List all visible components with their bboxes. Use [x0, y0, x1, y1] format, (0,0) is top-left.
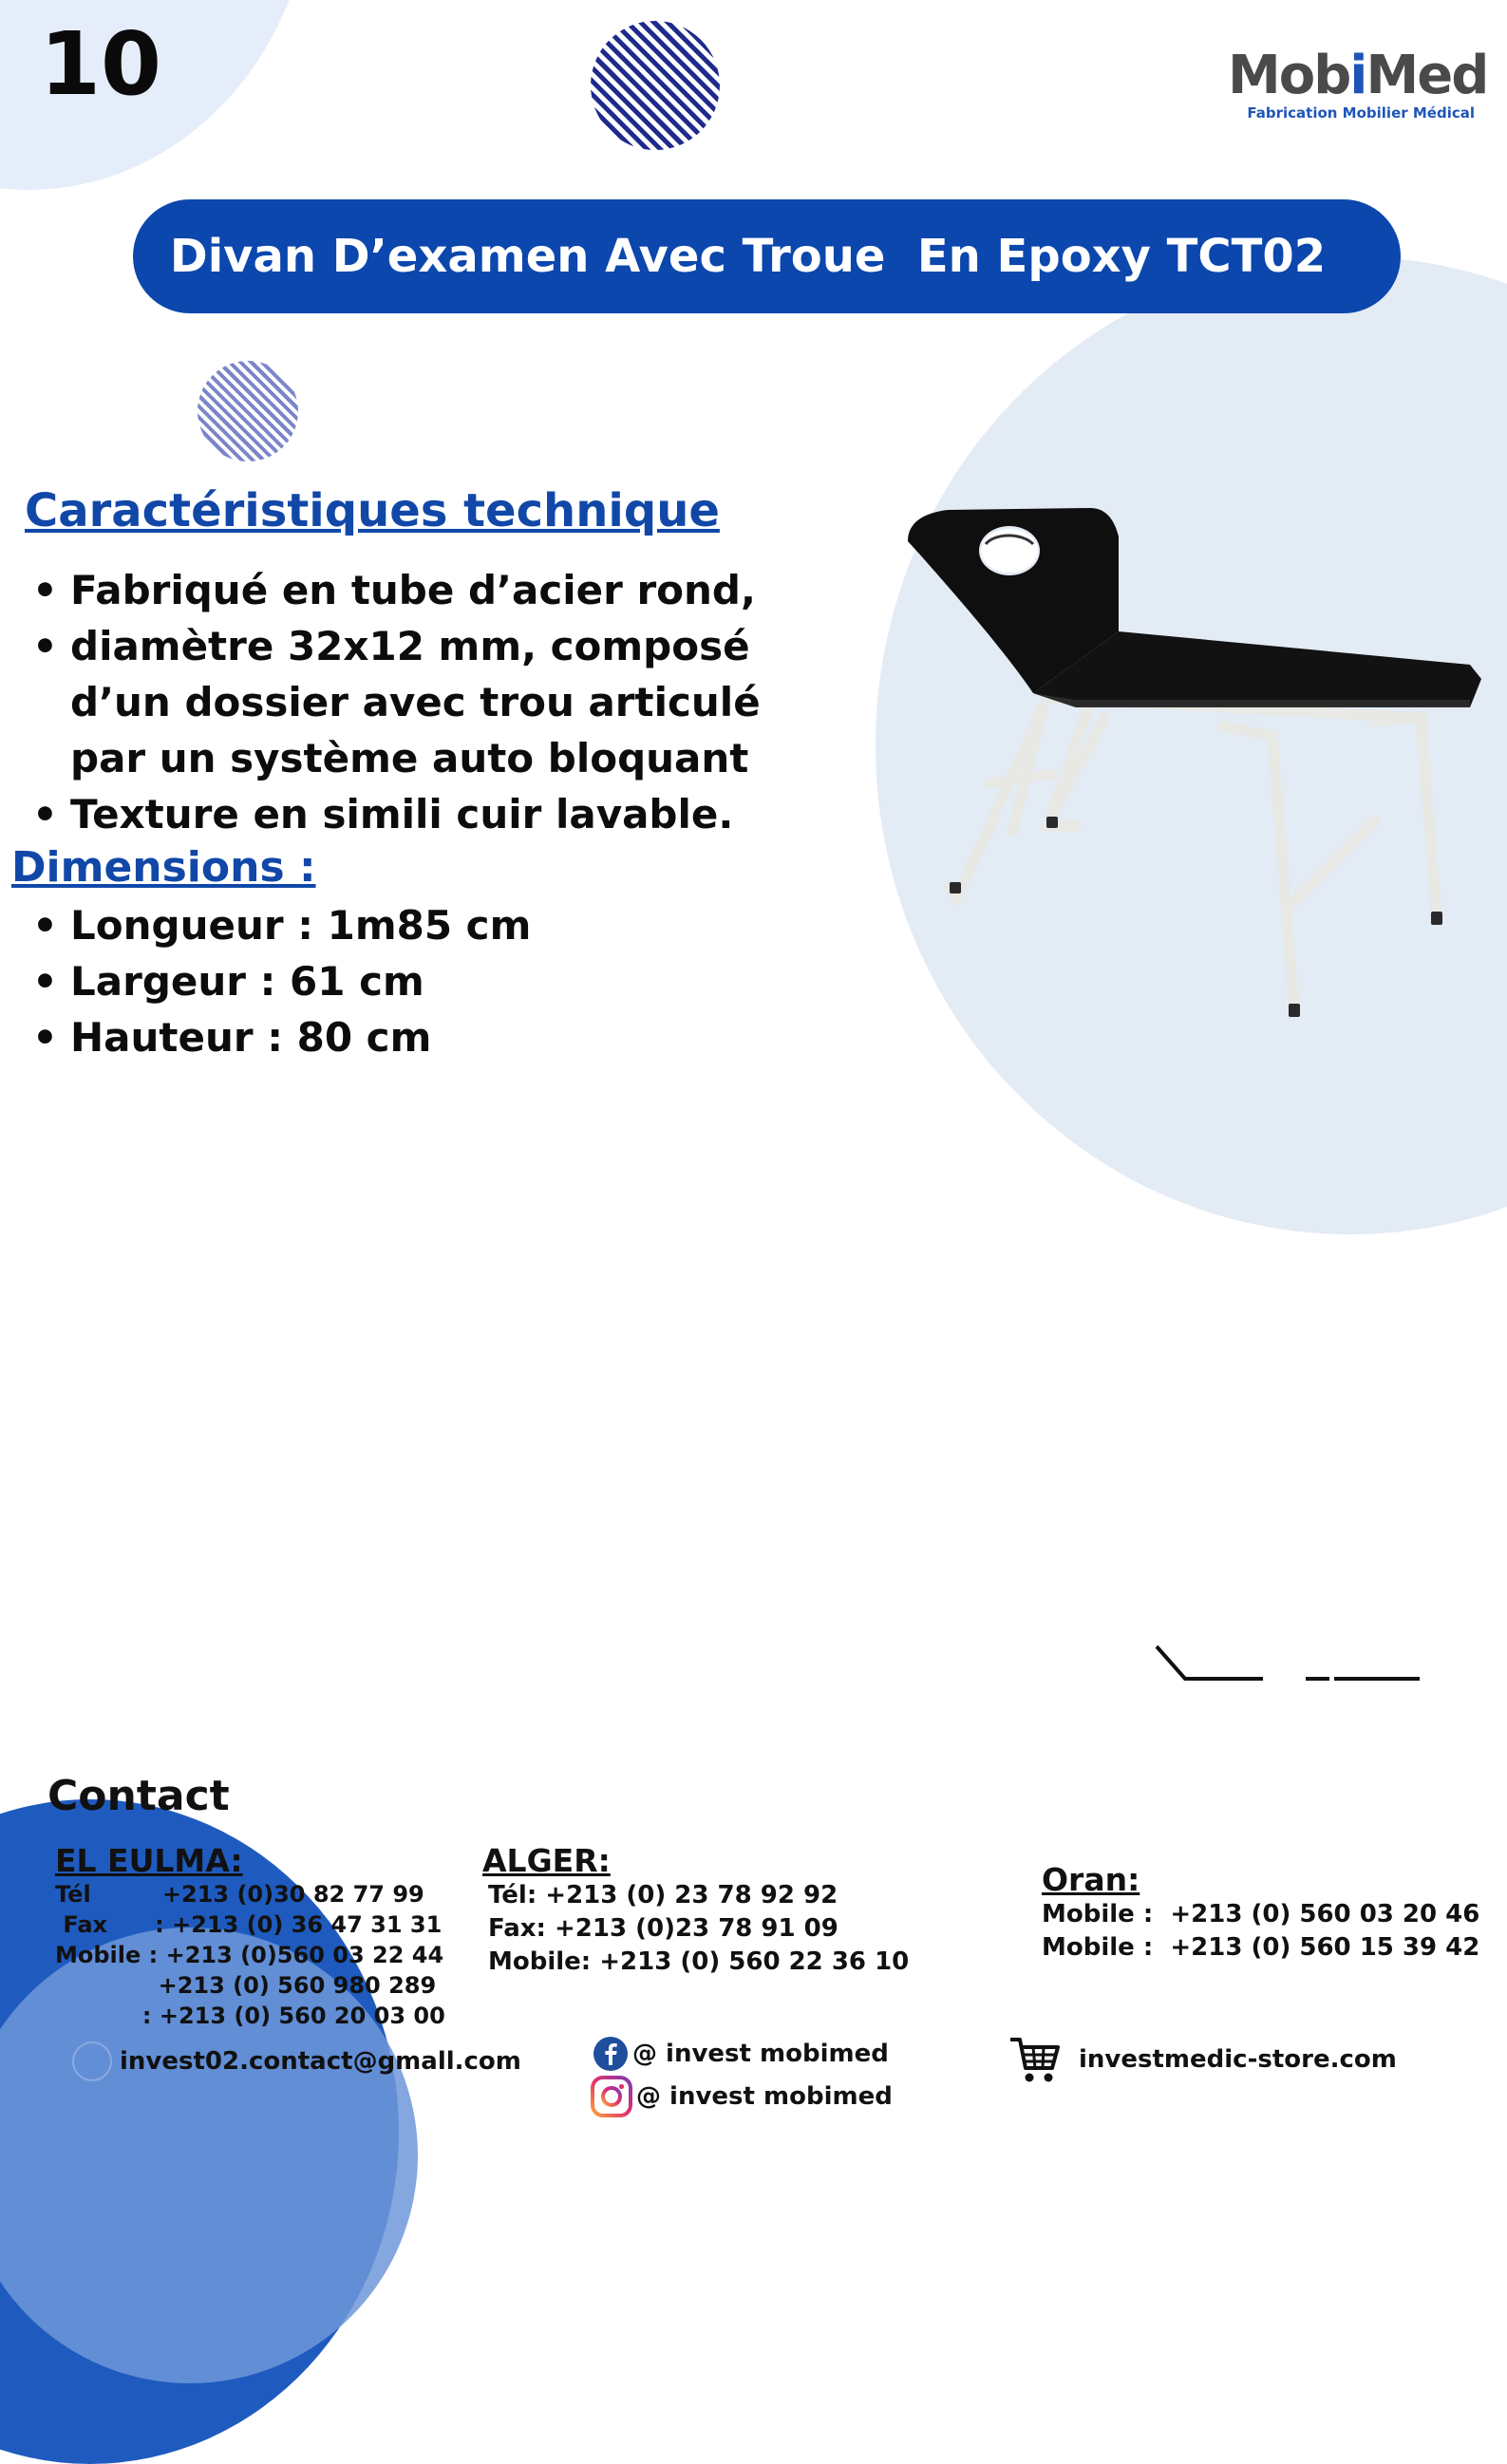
- city-label: EL EULMA:: [55, 1842, 243, 1879]
- city-label: ALGER:: [482, 1842, 611, 1879]
- specs-heading: Caractéristiques technique: [25, 484, 720, 537]
- mobimed-logo: [1228, 45, 1488, 122]
- contact-alger: ALGER: Tél: +213 (0) 23 78 92 92 Fax: +213 (0)23 78 91 09 Mobile: +213 (0) 560 22 36 10: [482, 1842, 910, 1976]
- list-item: • Fabriqué en tube d’acier rond,: [32, 562, 830, 618]
- shopping-cart-icon: [1008, 2034, 1062, 2085]
- contact-el-eulma: EL EULMA: Tél +213 (0)30 82 77 99 Fax : +213 (0) 36 47 31 31 Mobile : +213 (0)560 03 22 44 +213 (0) 560 980 289 : +213 (0) 560 20 03 00: [55, 1842, 445, 2029]
- striped-circle-decoration: [591, 21, 720, 150]
- instagram-contact[interactable]: [589, 2074, 893, 2119]
- website-contact[interactable]: [1008, 2034, 1397, 2085]
- contact-oran: Oran: Mobile : +213 (0) 560 03 20 46 Mobile : +213 (0) 560 15 39 42: [1042, 1861, 1480, 1962]
- instagram-handle[interactable]: @ invest mobimed: [636, 2082, 893, 2111]
- list-item: • Longueur : 1m85 cm: [32, 897, 830, 953]
- email-address[interactable]: invest02.contact@gmall.com: [120, 2047, 521, 2076]
- striped-circle-decoration-small: [198, 361, 298, 461]
- list-item: • Texture en simili cuir lavable.: [32, 786, 830, 842]
- title-banner: [133, 199, 1401, 313]
- website-url[interactable]: investmedic-store.com: [1079, 2045, 1397, 2074]
- facebook-handle[interactable]: @ invest mobimed: [632, 2040, 889, 2068]
- dimensions-list: [32, 897, 830, 1065]
- facebook-icon: [593, 2036, 629, 2072]
- list-item: • Hauteur : 80 cm: [32, 1009, 830, 1065]
- recline-positions-icon: [1154, 1641, 1420, 1684]
- contact-heading: Contact: [47, 1772, 230, 1820]
- city-label: Oran:: [1042, 1861, 1140, 1898]
- page-number: 10: [40, 13, 162, 115]
- product-title: Divan D’examen Avec Troue En Epoxy TCT02: [169, 230, 1327, 283]
- email-icon: [72, 2041, 112, 2081]
- product-image-examination-couch: [900, 498, 1489, 1030]
- logo-tagline: Fabrication Mobilier Médical: [1247, 104, 1475, 122]
- facebook-contact[interactable]: [593, 2036, 889, 2072]
- instagram-icon: [589, 2074, 634, 2119]
- list-item: • diamètre 32x12 mm, composé d’un dossier avec trou articulé par un système auto bloquant: [32, 618, 830, 786]
- list-item: • Largeur : 61 cm: [32, 953, 830, 1009]
- email-contact[interactable]: [114, 2041, 521, 2081]
- logo-wordmark: MobiMed: [1228, 45, 1488, 106]
- dimensions-heading: Dimensions :: [11, 843, 316, 892]
- specs-list: [32, 562, 830, 842]
